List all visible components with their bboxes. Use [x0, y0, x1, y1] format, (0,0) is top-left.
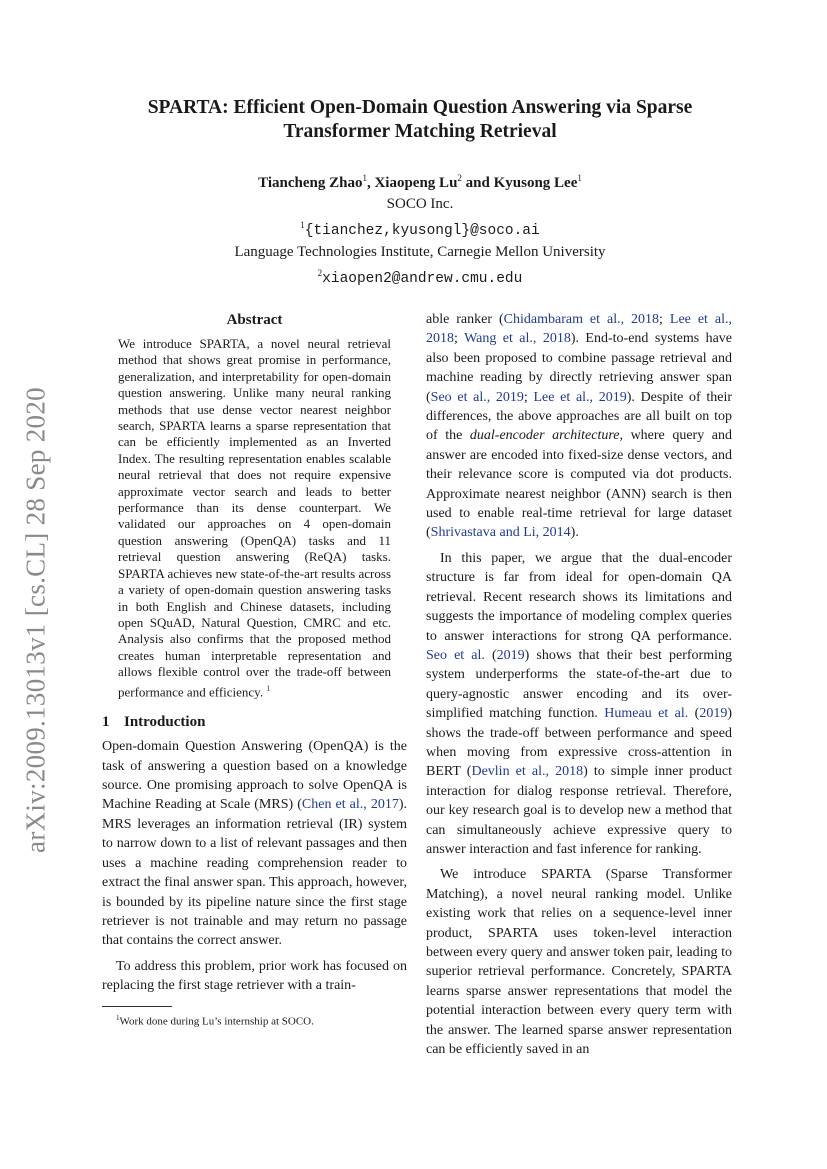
paper-title [100, 96, 740, 144]
title-line-2: Transformer Matching Retrieval [283, 121, 557, 142]
author-1-sup: 1 [362, 173, 367, 183]
left-column [102, 310, 407, 1028]
author-2-sup: 2 [457, 173, 462, 183]
text-span: In this paper, we argue that the dual-encoder structure is far from ideal for open-domain QA retrieval. Recent research shows its limitations and suggests the importance of modeling complex queries to answer interactions for strong QA performance. [426, 550, 732, 644]
footnote [102, 1011, 407, 1029]
text-span: Open-domain Question Answering (OpenQA) is the task of answering a question based on a knowledge source. One promising approach to solve OpenQA is Machine Reading at Scale (MRS) ( [102, 739, 407, 813]
citation-devlin-2018[interactable]: Devlin et al., 2018 [471, 764, 584, 780]
right-paragraph-2 [426, 549, 732, 860]
section-title: Introduction [124, 714, 206, 731]
citation-humeau-2019-year[interactable]: 2019 [699, 706, 728, 722]
text-span: ). End-to-end systems have also been proposed to combine passage retrieval and machine reading by directly retrieving answer span ( [426, 331, 733, 405]
author-block [100, 168, 740, 290]
text-span: able ranker ( [426, 312, 504, 327]
citation-seo-2019-year[interactable]: 2019 [496, 647, 525, 663]
citation-lee-2019[interactable]: Lee et al., 2019 [533, 389, 627, 405]
email-2-line [100, 263, 740, 290]
text-span: ) shows that their best performing system underperforms the state-of-the-art due to query-agnostic answer encoding and its over-simplified matching function. [426, 647, 732, 722]
footnote-mark: 1 [116, 1013, 120, 1022]
author-2: Xiaopeng Lu [374, 175, 458, 191]
arxiv-stamp: arXiv:2009.13013v1 [cs.CL] 28 Sep 2020 [20, 387, 51, 853]
author-3: Kyusong Lee [493, 175, 578, 191]
intro-paragraph-1 [102, 737, 407, 950]
intro-paragraph-2: To address this problem, prior work has focused on replacing the first stage retriever with a train- [102, 958, 407, 994]
citation-wang-2018[interactable]: Wang et al., 2018 [464, 331, 571, 347]
email-2-sup: 2 [317, 268, 323, 278]
section-heading-introduction [102, 714, 407, 731]
text-span: ) shows the trade-off between performance and speed when moving from expressive cross-attention in BERT ( [426, 706, 732, 780]
emphasis-dual-encoder: dual-encoder architecture [469, 428, 620, 444]
citation-seo-2019-b[interactable]: Seo et al. [426, 647, 485, 663]
abstract-heading: Abstract [226, 312, 283, 328]
author-3-sup: 1 [577, 173, 582, 183]
text-span: ; [523, 389, 534, 405]
email-1-line [100, 215, 740, 242]
right-paragraph-1 [426, 310, 732, 543]
text-span: ). Despite of their differences, the above approaches are all built on top of the [426, 389, 733, 444]
footnote-text: Work done during Lu’s internship at SOCO. [119, 1015, 314, 1028]
right-column [426, 310, 732, 1059]
citation-chen-2017[interactable]: Chen et al., 2017 [301, 797, 399, 813]
text-span: ) to simple inner product interaction for dialog response retrieval. Therefore, our key research goal is to develop new a method that can simultaneously achieve expressive query to answer interaction and fast inference for ranking. [426, 764, 732, 857]
citation-seo-2019[interactable]: Seo et al., 2019 [430, 389, 524, 405]
abstract-footnote-mark[interactable]: 1 [266, 683, 271, 693]
text-span: ( [688, 706, 700, 722]
abstract-body [118, 336, 391, 700]
footnote-rule [102, 1006, 172, 1007]
author-names: Tiancheng Zhao$^1$, Xiaopeng Lu$^2$ and Kyusong Lee$^1$ [258, 173, 582, 191]
affiliation-1: SOCO Inc. [386, 196, 454, 212]
email-1[interactable]: {tianchez,kyusongl}@soco.ai [304, 223, 540, 239]
email-2[interactable]: xiaopen2@andrew.cmu.edu [322, 271, 523, 287]
abstract-text: We introduce SPARTA, a novel neural retrieval method that shows great promise in performance, generalization, and interpretability for open-domain question answering. Unlike many neural ranking methods that use dense vector nearest neighbor search, SPARTA learns a sparse representation that can be efficiently implemented as an Inverted Index. The resulting representation enables scalable neural retrieval that does not require expensive approximate vector search and leads to better performance than its dense counterpart. We validated our approaches on 4 open-domain question answering (OpenQA) tasks and 11 retrieval question answering (ReQA) tasks. SPARTA achieves new state-of-the-art results across a variety of open-domain question answering tasks in both English and Chinese datasets, including open SQuAD, Natural Question, CMRC and etc. Analysis also confirms that the proposed method creates human interpretable representation and allows flexible control over the trade-off between performance and efficiency. [118, 336, 391, 699]
author-and: and [461, 175, 494, 191]
citation-chidambaram-2018[interactable]: Chidambaram et al., 2018 [503, 312, 660, 327]
text-span: ( [484, 647, 497, 663]
text-span: ). [570, 525, 579, 541]
citation-shrivastava-2014[interactable]: Shrivastava and Li, 2014 [430, 525, 571, 541]
title-line-1: SPARTA: Efficient Open-Domain Question Answering via Sparse [147, 97, 693, 118]
text-span: ; [659, 312, 670, 327]
text-span: ). MRS leverages an information retrieval (IR) system to narrow down to a list of relevant passages and then uses a machine reading comprehension reader to extract the final answer span. This approach, however, is bounded by its pipeline nature since the first stage retriever is not trainable and may return no passage that contains the correct answer. [102, 797, 407, 949]
affiliation-2: Language Technologies Institute, Carnegie Mellon University [234, 244, 606, 260]
citation-lee-2018[interactable]: Lee et al., 2018 [426, 312, 733, 347]
author-1: Tiancheng Zhao [258, 175, 363, 191]
section-number: 1 [102, 714, 110, 731]
email-1-sup: 1 [300, 220, 305, 230]
citation-humeau-2019[interactable]: Humeau et al. [604, 706, 689, 722]
text-span: , where query and answer are encoded into fixed-size dense vectors, and their relevance score is computed via dot products. Approximate nearest neighbor (ANN) search is then used to enable real-time retrieval for large dataset ( [426, 428, 732, 541]
right-paragraph-3: We introduce SPARTA (Sparse Transformer Matching), a novel neural ranking model. Unlike existing work that relies on a sequence-level inner product, SPARTA uses token-level interaction between every query and answer token pair, leading to superior retrieval performance. Concretely, SPARTA learns sparse answer representations that model the potential interaction between every query term with the answer. The learned sparse answer representation can be efficiently saved in an [426, 867, 732, 1058]
text-span: ; [454, 331, 465, 347]
